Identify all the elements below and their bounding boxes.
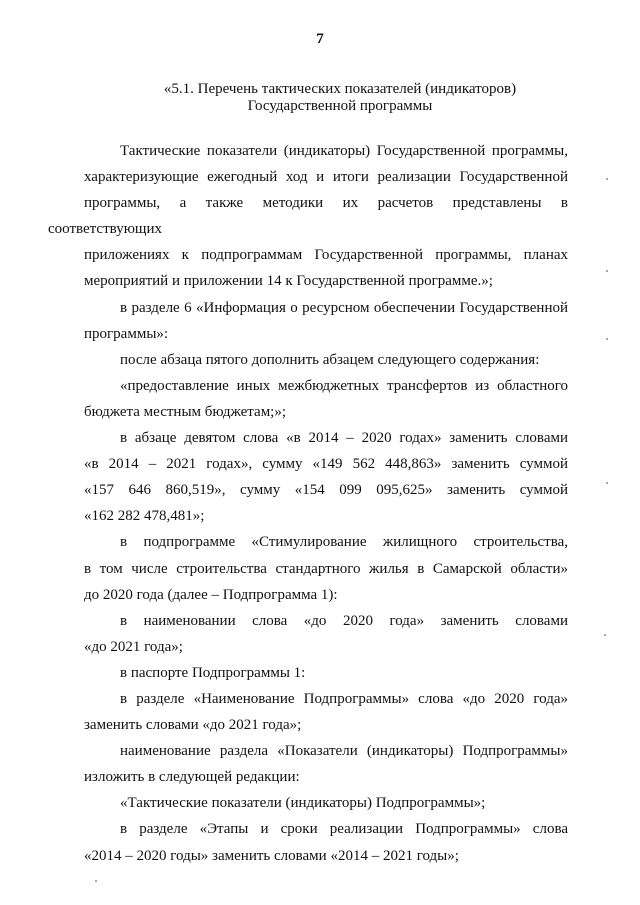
paragraph bbox=[84, 790, 568, 816]
text-line: в наименовании слова «до 2020 года» заменить словами bbox=[120, 612, 568, 629]
text-line: «до 2021 года»; bbox=[84, 638, 183, 655]
heading-line: «5.1. Перечень тактических показателей (индикаторов) bbox=[163, 81, 517, 97]
scan-speck bbox=[606, 338, 608, 340]
text-line: в абзаце девятом слова «в 2014 – 2020 годах» заменить словами bbox=[120, 430, 568, 447]
text-line: в разделе 6 «Информация о ресурсном обеспечении Государственной bbox=[120, 299, 568, 316]
scan-speck bbox=[604, 634, 606, 636]
paragraph bbox=[84, 347, 568, 373]
text-line: наименование раздела «Показатели (индикаторы) Подпрограммы» bbox=[120, 743, 568, 760]
text-line: в разделе «Наименование Подпрограммы» слова «до 2020 года» bbox=[120, 690, 568, 707]
section-heading bbox=[140, 81, 540, 115]
paragraph bbox=[84, 686, 568, 738]
text-line: программы, а также методики их расчетов представлены в соответствующих bbox=[48, 195, 568, 238]
scan-speck bbox=[95, 880, 97, 882]
text-line: Тактические показатели (индикаторы) Государственной программы, bbox=[120, 143, 568, 159]
paragraph bbox=[84, 529, 568, 607]
text-line: до 2020 года (далее – Подпрограмма 1): bbox=[84, 586, 338, 603]
text-line: после абзаца пятого дополнить абзацем следующего содержания: bbox=[120, 351, 540, 368]
text-line: в том числе строительства стандартного жилья в Самарской области» bbox=[84, 560, 568, 577]
paragraph bbox=[84, 608, 568, 660]
paragraph bbox=[84, 660, 568, 686]
paragraph bbox=[84, 738, 568, 790]
text-line: «в 2014 – 2021 годах», сумму «149 562 448,863» заменить суммой bbox=[84, 456, 568, 473]
heading-line: Государственной программы bbox=[247, 98, 433, 114]
scan-speck bbox=[606, 270, 608, 272]
text-line: заменить словами «до 2021 года»; bbox=[84, 717, 302, 734]
paragraph bbox=[84, 373, 568, 425]
document-body bbox=[48, 138, 568, 869]
text-line: «157 646 860,519», сумму «154 099 095,625» заменить суммой bbox=[84, 482, 568, 499]
text-line: «Тактические показатели (индикаторы) Подпрограммы»; bbox=[120, 795, 486, 812]
paragraph bbox=[84, 816, 568, 868]
page-number: 7 bbox=[316, 31, 324, 47]
scan-speck bbox=[606, 178, 608, 180]
text-line: «предоставление иных межбюджетных трансфертов из областного bbox=[120, 377, 568, 394]
text-line: в паспорте Подпрограммы 1: bbox=[120, 664, 306, 681]
paragraph bbox=[84, 425, 568, 529]
text-line: изложить в следующей редакции: bbox=[84, 769, 300, 786]
text-line: мероприятий и приложении 14 к Государственной программе.»; bbox=[84, 273, 493, 290]
text-line: в подпрограмме «Стимулирование жилищного строительства, bbox=[120, 534, 568, 551]
paragraph bbox=[84, 295, 568, 347]
text-line: программы»: bbox=[84, 325, 169, 342]
scan-speck bbox=[606, 482, 608, 484]
text-line: «2014 – 2020 годы» заменить словами «2014 – 2021 годы»; bbox=[84, 847, 459, 864]
text-line: бюджета местным бюджетам;»; bbox=[84, 403, 287, 420]
text-line: характеризующие ежегодный ход и итоги реализации Государственной bbox=[84, 169, 568, 186]
text-line: в разделе «Этапы и сроки реализации Подпрограммы» слова bbox=[120, 821, 568, 838]
text-line: приложениях к подпрограммам Государственной программы, планах bbox=[84, 247, 568, 264]
text-line: «162 282 478,481»; bbox=[84, 508, 205, 525]
paragraph bbox=[48, 138, 568, 295]
